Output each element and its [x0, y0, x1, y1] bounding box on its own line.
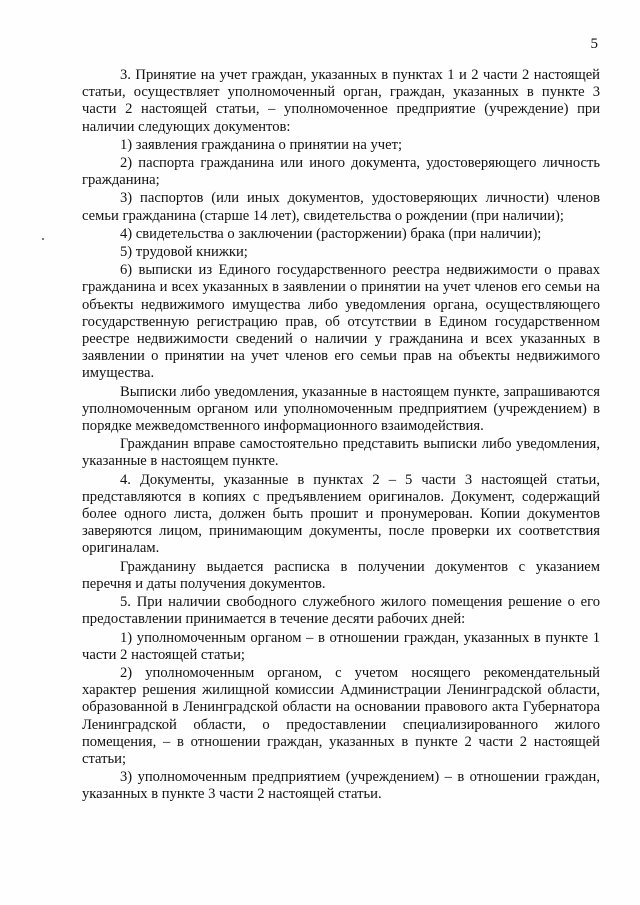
- list-item-3: 3) паспортов (или иных документов, удостоверяющих личности) членов семьи гражданина (старше 14 лет), свидетельства о рождении (при наличии);: [82, 190, 600, 224]
- page-number: 5: [590, 36, 598, 52]
- document-body: [82, 67, 600, 804]
- list-item-2: 2) паспорта гражданина или иного документа, удостоверяющего личность гражданина;: [82, 155, 600, 189]
- paragraph-extracts: Выписки либо уведомления, указанные в настоящем пункте, запрашиваются уполномоченным органом или уполномоченным предприятием (учреждением) в порядке межведомственного информационного взаимодействия.: [82, 383, 600, 435]
- paragraph-5: 5. При наличии свободного служебного жилого помещения решение о его предоставлении принимается в течение десяти рабочих дней:: [82, 594, 600, 628]
- paragraph-3: 3. Принятие на учет граждан, указанных в пунктах 1 и 2 части 2 настоящей статьи, осуществляет уполномоченный орган, граждан, указанных в пункте 3 части 2 настоящей статьи, – уполномоченное предприятие (учреждение) при наличии следующих документов:: [82, 67, 600, 135]
- list-item-1: 1) заявления гражданина о принятии на учет;: [120, 136, 403, 153]
- list-item-4: 4) свидетельства о заключении (расторжении) брака (при наличии);: [120, 225, 542, 242]
- paragraph-4: 4. Документы, указанные в пунктах 2 – 5 части 3 настоящей статьи, представляются в копиях с предъявлением оригиналов. Документ, содержащий более одного листа, должен быть прошит и пронумерован. Копии документов заверяются лицом, принимающим документы, после проверки их соответствия оригиналам.: [82, 471, 600, 557]
- list-item-6: 6) выписки из Единого государственного реестра недвижимости о правах гражданина и всех указанных в заявлении о принятии на учет членов его семьи на объекты недвижимого имущества либо уведомления органа, осуществляющего государственную регистрацию прав, об отсутствии в Едином государственном реестре недвижимости сведений о наличии у гражданина и всех указанных в заявлении о принятии на учет членов его семьи прав на объекты недвижимого имущества.: [82, 262, 600, 382]
- list-item-5: 5) трудовой книжки;: [120, 244, 248, 261]
- paragraph-citizen-right: Гражданин вправе самостоятельно представить выписки либо уведомления, указанные в настоящем пункте.: [82, 436, 600, 470]
- decision-item-1: 1) уполномоченным органом – в отношении граждан, указанных в пункте 1 части 2 настоящей статьи;: [82, 629, 600, 663]
- decision-item-2: 2) уполномоченным органом, с учетом носящего рекомендательный характер решения жилищной комиссии Администрации Ленинградской области, образованной в Ленинградской области на основании правового акта Губернатора Ленинградской области, о предоставлении специализированного жилого помещения, – в отношении граждан, указанных в пункте 2 части 2 настоящей статьи;: [82, 664, 600, 767]
- decision-item-3: 3) уполномоченным предприятием (учреждением) – в отношении граждан, указанных в пункте 3 части 2 настоящей статьи.: [82, 769, 600, 803]
- scan-speck: [42, 238, 44, 240]
- paragraph-receipt: Гражданину выдается расписка в получении документов с указанием перечня и даты получения документов.: [82, 558, 600, 592]
